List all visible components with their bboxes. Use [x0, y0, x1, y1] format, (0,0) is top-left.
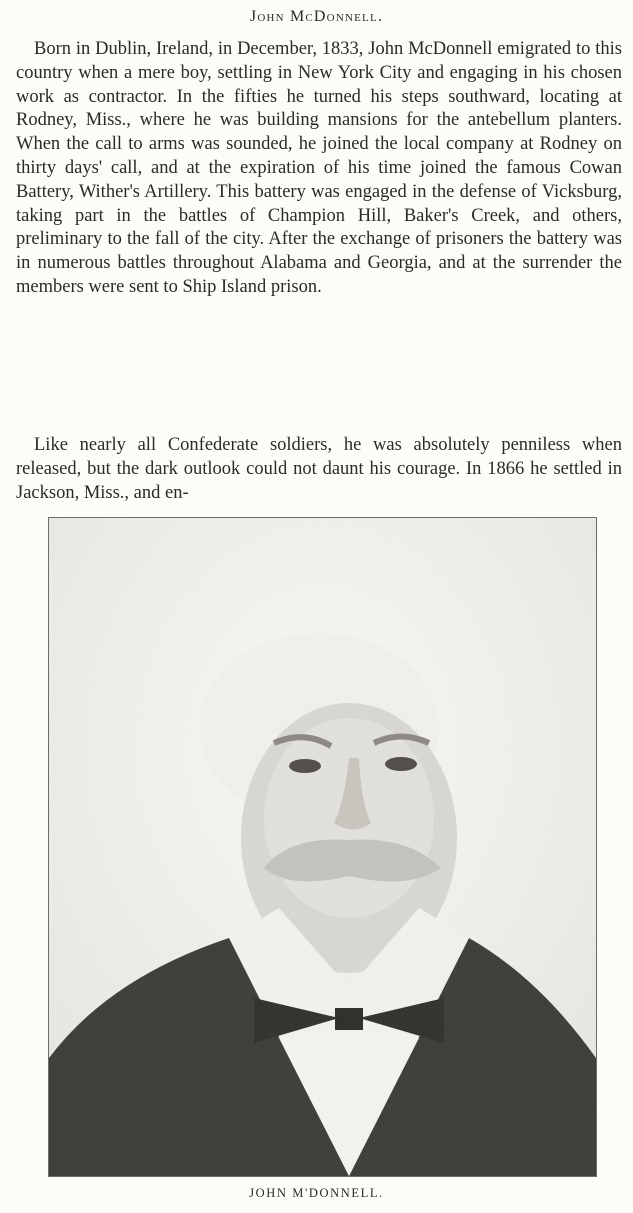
- portrait-photo: [48, 517, 597, 1177]
- photo-caption: JOHN M'DONNELL.: [249, 1186, 384, 1200]
- paragraph-biography: Born in Dublin, Ireland, in December, 1833, John McDonnell emigrated to this country when a mere boy, settling in New York City and engaging in his chosen work as contractor. In the fifties he turned his steps southward, locating at Rodney, Miss., where he was building mansions for the antebellum planters. When the call to arms was sounded, he joined the local company at Rodney on thirty days' call, and at the expiration of his time joined the famous Cowan Battery, Wither's Artillery. This battery was engaged in the defense of Vicksburg, taking part in the battles of Champion Hill, Baker's Creek, and others, preliminary to the fall of the city. After the exchange of prisoners the battery was in numerous battles throughout Alabama and Georgia, and at the surrender the members were sent to Ship Island prison.: [16, 39, 622, 297]
- paragraph-continuation: Like nearly all Confederate soldiers, he was absolutely penniless when released, but the dark outlook could not daunt his courage. In 1866 he settled in Jackson, Miss., and en-: [16, 435, 622, 503]
- page-heading: John McDonnell.: [249, 8, 384, 25]
